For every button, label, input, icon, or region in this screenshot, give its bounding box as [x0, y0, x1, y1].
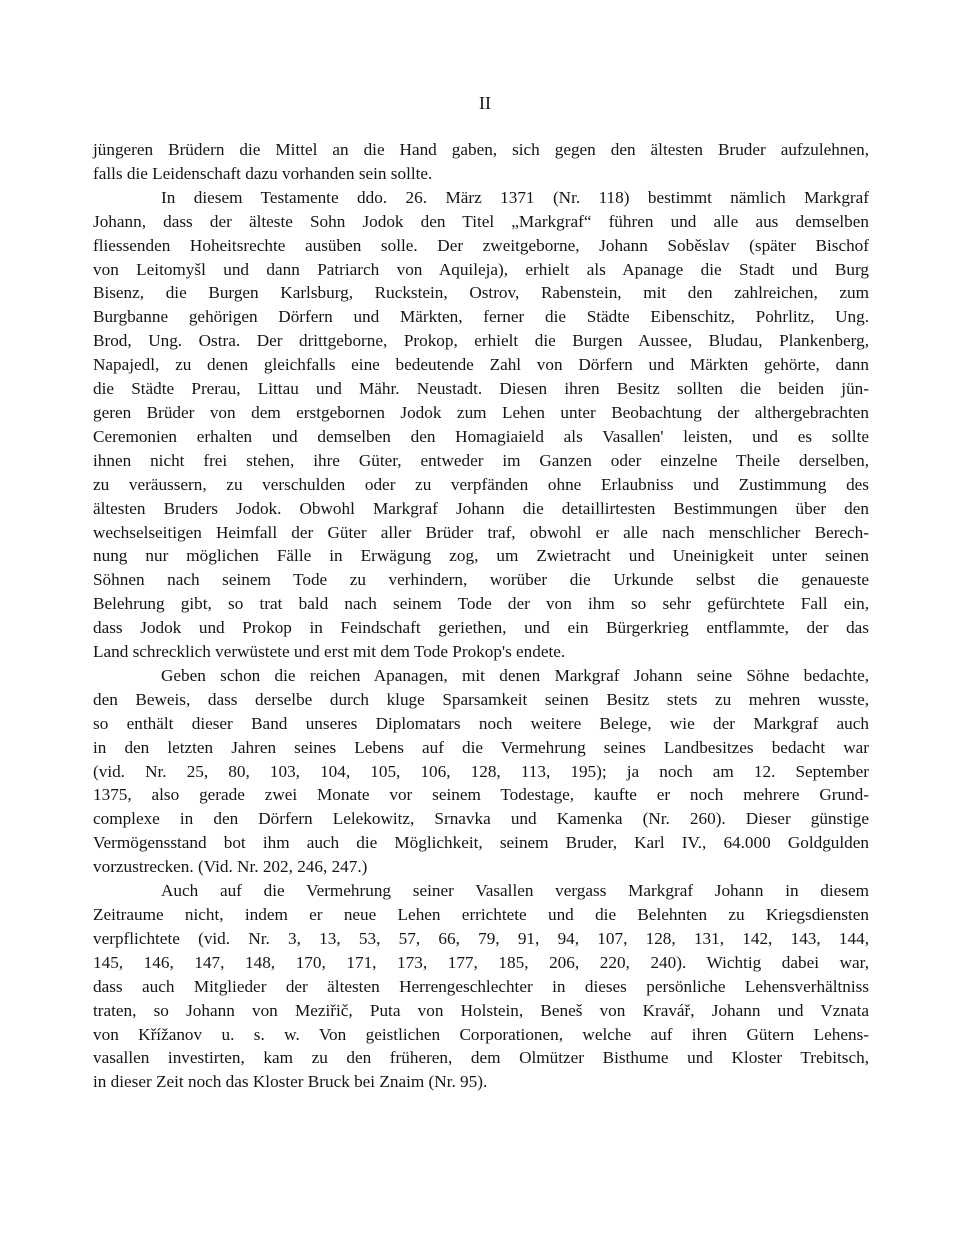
- text-line: den Beweis, dass derselbe durch kluge Sparsamkeit seinen Besitz stets zu mehren wusste,: [93, 689, 869, 709]
- text-line: complexe in den Dörfern Lelekowitz, Srnavka und Kamenka (Nr. 260). Dieser günstige: [93, 809, 869, 829]
- text-line: ihnen nicht frei stehen, ihre Güter, entweder im Ganzen oder einzelne Theile derselben,: [93, 450, 869, 470]
- text-line: Vermögensstand bot ihm auch die Möglichkeit, seinem Bruder, Karl IV., 64.000 Goldgulden: [93, 833, 869, 853]
- text-line: vasallen investirten, kam zu den früheren, dem Olmützer Bisthume und Kloster Trebitsch,: [93, 1048, 869, 1068]
- text-line: zu veräussern, zu verschulden oder zu verpfänden ohne Erlaubniss und Zustimmung des: [93, 474, 869, 494]
- text-line: in dieser Zeit noch das Kloster Bruck bei Znaim (Nr. 95).: [93, 1072, 488, 1092]
- text-line: Johann, dass der älteste Sohn Jodok den Titel „Markgraf“ führen und alle aus demselben: [93, 211, 869, 231]
- text-line: ältesten Bruders Jodok. Obwohl Markgraf Johann die detaillirtesten Bestimmungen über den: [93, 498, 869, 518]
- paragraph: [93, 879, 869, 1094]
- text-line: Brod, Ung. Ostra. Der drittgeborne, Prokop, erhielt die Burgen Aussee, Bludau, Plankenberg,: [93, 331, 869, 351]
- text-line: von Leitomyšl und dann Patriarch von Aquileja), erhielt als Apanage die Stadt und Burg: [93, 259, 869, 279]
- text-line: so enthält dieser Band unseres Diplomatars noch weitere Belege, wie der Markgraf auch: [93, 713, 869, 733]
- text-line: Söhnen nach seinem Tode zu verhindern, worüber die Urkunde selbst die genaueste: [93, 570, 869, 590]
- text-line: verpflichtete (vid. Nr. 3, 13, 53, 57, 66, 79, 91, 94, 107, 128, 131, 142, 143, 144,: [93, 928, 869, 948]
- text-line: von Křížanov u. s. w. Von geistlichen Corporationen, welche auf ihren Gütern Lehens-: [93, 1024, 869, 1044]
- paragraph: [93, 664, 869, 879]
- text-line: fliessenden Hoheitsrechte ausüben solle. Der zweitgeborne, Johann Soběslav (später Bischof: [93, 235, 869, 255]
- text-line: Burgbanne gehörigen Dörfern und Märkten, ferner die Städte Eibenschitz, Pohrlitz, Ung.: [93, 307, 869, 327]
- text-line: Land schrecklich verwüstete und erst mit dem Tode Prokop's endete.: [93, 642, 566, 662]
- text-line: Belehrung gibt, so trat bald nach seinem Tode der von ihm so sehr gefürchtete Fall ein,: [93, 594, 869, 614]
- text-line: Auch auf die Vermehrung seiner Vasallen vergass Markgraf Johann in diesem: [161, 881, 869, 901]
- text-line: geren Brüder von dem erstgebornen Jodok zum Lehen unter Beobachtung der althergebrachten: [93, 402, 869, 422]
- text-line: dass auch Mitglieder der ältesten Herrengeschlechter in dieses persönliche Lehensverhältniss: [93, 976, 869, 996]
- text-line: 1375, also gerade zwei Monate vor seinem Todestage, kaufte er noch mehrere Grund-: [93, 785, 869, 805]
- text-line: traten, so Johann von Meziřič, Puta von Holstein, Beneš von Kravář, Johann und Vznata: [93, 1000, 869, 1020]
- text-line: Bisenz, die Burgen Karlsburg, Ruckstein, Ostrov, Rabenstein, mit den zahlreichen, zum: [93, 283, 869, 303]
- text-line: die Städte Prerau, Littau und Mähr. Neustadt. Diesen ihren Besitz sollten die beiden jün-: [93, 379, 869, 399]
- text-line: wechselseitigen Heimfall der Güter aller Brüder traf, obwohl er alle nach menschlicher Berech-: [93, 522, 869, 542]
- text-line: Ceremonien erhalten und demselben den Homagiaield als Vasallen' leisten, und es sollte: [93, 426, 869, 446]
- text-line: (vid. Nr. 25, 80, 103, 104, 105, 106, 128, 113, 195); ja noch am 12. September: [93, 761, 869, 781]
- body-text: [93, 138, 869, 1094]
- text-line: dass Jodok und Prokop in Feindschaft geriethen, und ein Bürgerkrieg entflammte, der das: [93, 618, 869, 638]
- text-line: vorzustrecken. (Vid. Nr. 202, 246, 247.): [93, 857, 368, 877]
- text-line: in den letzten Jahren seines Lebens auf die Vermehrung seines Landbesitzes bedacht war: [93, 737, 869, 757]
- text-line: nung nur möglichen Fälle in Erwägung zog, um Zwietracht und Uneinigkeit unter seinen: [93, 546, 869, 566]
- text-line: Napajedl, zu denen gleichfalls eine bedeutende Zahl von Dörfern und Märkten gehörte, dann: [93, 355, 869, 375]
- text-line: jüngeren Brüdern die Mittel an die Hand gaben, sich gegen den ältesten Bruder aufzulehnen,: [93, 140, 869, 159]
- page-number: II: [479, 93, 491, 113]
- text-line: falls die Leidenschaft dazu vorhanden sein sollte.: [93, 163, 433, 183]
- text-line: Geben schon die reichen Apanagen, mit denen Markgraf Johann seine Söhne bedachte,: [161, 665, 869, 685]
- text-line: 145, 146, 147, 148, 170, 171, 173, 177, 185, 206, 220, 240). Wichtig dabei war,: [93, 952, 869, 972]
- text-line: Zeitraume nicht, indem er neue Lehen errichtete und die Belehnten zu Kriegsdiensten: [93, 905, 869, 924]
- text-line: In diesem Testamente ddo. 26. März 1371 (Nr. 118) bestimmt nämlich Markgraf: [161, 187, 869, 207]
- paragraph: [93, 186, 869, 664]
- paragraph: [93, 138, 869, 186]
